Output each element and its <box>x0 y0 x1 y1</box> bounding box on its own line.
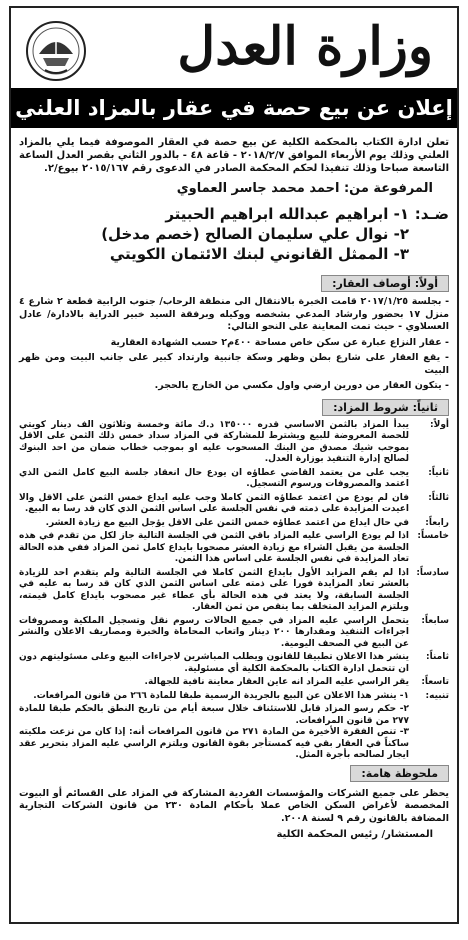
term-item <box>19 616 449 651</box>
term-number: ثانياً: <box>428 467 449 478</box>
term-number: تنبيه: <box>425 690 449 701</box>
defendants-block <box>19 204 449 264</box>
defendant-item: ١- ابراهيم عبدالله ابراهيم الحبيتر <box>165 205 409 223</box>
defendant-row <box>19 204 449 224</box>
term-number: سابعاً: <box>421 615 449 626</box>
intro-paragraph: تعلن ادارة الكتاب بالمحكمة الكلية عن بيع حصة في العقار الموصوفة فيما يلي بالمزاد العلني وذلك يوم الأربعاء الموافق ٢٠١٨/٢/٧ - قاعة ٤٨ - بالدور الثاني بقصر العدل الساعة التاسعة صباحا وذلك تنفيذا لحكم المحكمة الصادر في الدعوى رقم ٢٠١٥/١٦٧ بيوع/٢. <box>19 137 450 174</box>
defendants-label: ضـد: <box>414 205 449 223</box>
term-item <box>19 531 449 566</box>
defendant-item: ٣- الممثل القانوني لبنك الائتمان الكويتي <box>109 245 409 263</box>
defendant-row <box>19 224 449 244</box>
ministry-title: وزارة العدل <box>177 16 433 77</box>
term-number: رابعاً: <box>425 517 449 528</box>
term-number: ثامناً: <box>426 652 449 662</box>
kuwait-emblem-icon <box>25 20 87 82</box>
terms-list <box>19 420 449 762</box>
term-number: سادساً: <box>416 567 449 578</box>
term-item <box>19 691 449 703</box>
term-item <box>19 420 449 466</box>
defendant-row <box>19 244 449 264</box>
term-text: ينشر هذا الاعلان تطبيقا للقانون ويطلب المباشرين لاجراءات البيع وعلى مسئوليتهم دون ان تتحمل ادارة الكتاب بالمحكمة الكلية أي مسئولية. <box>19 652 409 674</box>
property-paragraph: - عقار النزاع عبارة عن سكن خاص مساحة ٤٠٠م٢ حسب الشهادة العقارية <box>110 336 449 348</box>
plaintiff-line: المرفوعة من: احمد محمد جاسر العماوي <box>176 181 433 196</box>
term-number: ثالثاً: <box>428 492 449 503</box>
term-text: يبدأ المزاد بالثمن الاساسي قدره ١٣٥٠٠٠ د.ك مائة وخمسة وثلاثون الف دينار كويتي للحصة المعروضة للبيع ويشترط للمشاركة في المزاد سداد خمس ذلك الثمن على الاقل بموجب شيك مصدق من البنك المسحوب عليه او بموجب خطاب ضمان من احد البنوك لصالح إدارة التنفيذ بوزارة العدل. <box>19 419 409 464</box>
term-item <box>19 518 449 530</box>
defendant-item: ٢- نوال علي سليمان الصالح (خصم مدخل) <box>101 225 409 243</box>
property-paragraph: - بجلسة ٢٠١٧/١/٢٥ قامت الخبرة بالانتقال الى منطقة الرحاب/ جنوب الرابية قطعة ٢ شارع ٤ منزل ١٧ بحضور وارشاد المدعي بشخصه ووكيله وبرفقة السيد خبير الدراية بالادارة/ عادل العسلاوي - حيث تمت المعاينة على النحو التالي: <box>19 296 450 332</box>
term-item <box>19 652 449 675</box>
term-text: ١- ينشر هذا الاعلان عن البيع بالجريدة الرسمية طبقا للمادة ٢٦٦ من قانون المرافعات. <box>33 690 409 701</box>
property-paragraph: - يتكون العقار من دورين ارضي واول مكسي من الخارج بالحجر. <box>154 380 449 391</box>
term-text: يتحمل الراسي عليه المزاد في جميع الحالات رسوم نقل وتسجيل الملكية ومصروفات اجراءات التنفيذ ومقدارها ٢٠٠ دينار واتعاب المحاماة والخبرة ومصاريف الاعلان والنشر عن البيع في الصحف اليومية. <box>19 615 409 649</box>
term-text: يقر الراسي عليه المزاد انه عاين العقار معاينة نافية للجهالة. <box>144 677 409 687</box>
term-item <box>19 468 449 491</box>
signature-line: المستشار/ رئيس المحكمة الكلية <box>276 829 433 840</box>
term-item <box>19 568 449 614</box>
important-note: يحظر على جميع الشركات والمؤسسات الفردية المشاركة في المزاد على القسائم أو البيوت المخصصة لأغراض السكن الخاص عملا بأحكام المادة ٢٣٠ من قانون الشركات التجارية المضافة بالقانون رقم ٩ لسنة ٢٠٠٨. <box>19 787 449 824</box>
section-title-terms: ثانياً: شروط المزاد: <box>322 399 449 416</box>
section-title-property: أولاً: أوصاف العقار: <box>321 275 449 292</box>
announcement-page <box>9 6 459 924</box>
term-text: اذا لم يودع الراسي عليه المزاد باقي الثمن في الجلسة التالية جاز لكل من تقدم في هذه الجلسة من يقبل الشراء مع زيادة العشر مصحوبا بايداع كامل ثمن المزاد ففي هذه الحالة تعاد المزايدة في نفس الجلسة على اساس هذا الثمن. <box>19 531 409 564</box>
term-item <box>19 493 449 516</box>
notice-subitem: ٢- حكم رسو المزاد قابل للاستئناف خلال سبعة أيام من تاريخ النطق بالحكم طبقا للمادة ٢٧٧ من قانون المرافعات. <box>19 704 409 726</box>
term-number: خامساً: <box>417 531 449 541</box>
announcement-banner: إعلان عن بيع حصة في عقار بالمزاد العلني <box>11 88 457 128</box>
section-title-note: ملحوظة هامة: <box>350 765 449 782</box>
term-text: في حال ايداع من اعتمد عطاؤه خمس الثمن على الاقل يؤجل البيع مع زيادة العشر. <box>45 517 409 528</box>
header <box>19 8 449 88</box>
property-paragraph: - يقع العقار على شارع بطن وظهر وسكة جانبية وارتداد كبير على جانب البيت ومن ظهر البيت <box>19 352 449 376</box>
term-item <box>19 677 449 689</box>
term-text: فان لم يودع من اعتمد عطاؤه الثمن كاملا وجب عليه ايداع خمس الثمن على الاقل والا اعيدت المزايدة على ذمته في نفس الجلسة على اساس الثمن الذي كان قد رسا به البيع. <box>19 492 409 514</box>
term-number: أولاً: <box>430 419 449 430</box>
term-text: يجب على من يعتمد القاضي عطاؤه ان يودع حال انعقاد جلسة البيع كامل الثمن الذي اعتمد والمصروفات ورسوم التسجيل. <box>19 467 409 489</box>
term-text: اذا لم يقم المزايد الأول بايداع الثمن كاملا في الجلسة التالية ولم يتقدم احد للزيادة بالعشر تعاد المزايدة فورا على ذمته على اساس الثمن الذي كان قد رسا به عليه في الجلسة السابقة، ولا يعتد في هذه الحالة بأي عطاء غير مصحوب بايداع كامل قيمته، ويلتزم المزايد المتخلف بما ينقص من ثمن العقار. <box>19 567 409 612</box>
term-number: تاسعاً: <box>421 677 449 687</box>
notice-subitem: ٣- تنص الفقرة الأخيرة من المادة ٢٧١ من قانون المرافعات أنه: إذا كان من نزعت ملكيته ساكناً في العقار بقي فيه كمستأجر بقوة القانون ويلتزم الراسي عليه المزاد بتحرير عقد ايجار لصالحه بأجرة المثل. <box>19 727 409 760</box>
